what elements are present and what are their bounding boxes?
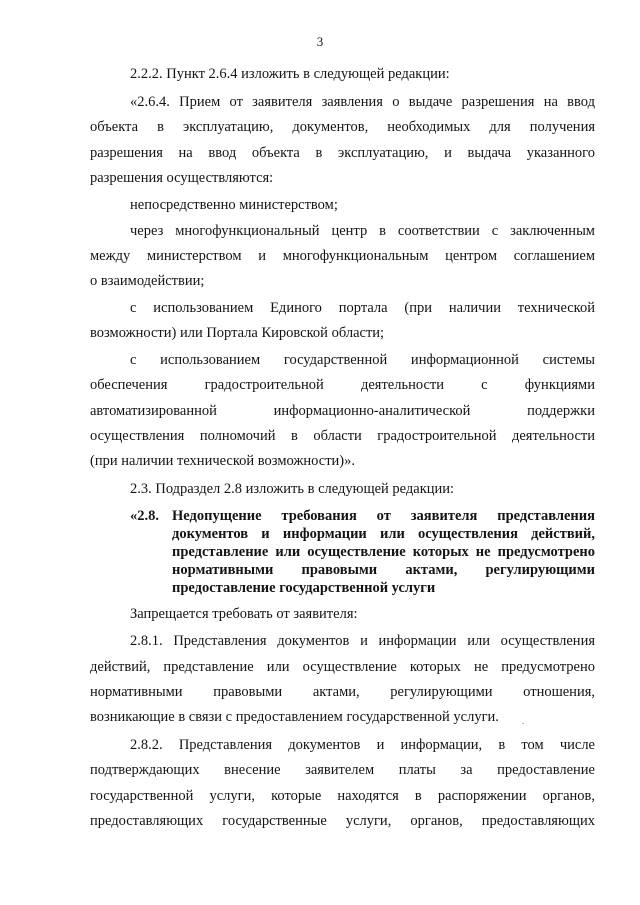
section-heading-line: нормативными правовыми актами, регулирующими (172, 562, 595, 578)
paragraph-2-8-1-line: нормативными правовыми актами, регулирующими отношения, (90, 684, 595, 700)
list-item-mfc-line: между министерством и многофункциональным центром соглашением (90, 248, 595, 264)
paragraph-2-6-4-line: «2.6.4. Прием от заявителя заявления о выдаче разрешения на ввод (130, 94, 595, 110)
paragraph-2-6-4-line: разрешения осуществляются: (90, 170, 274, 186)
section-heading-line: документов и информации или осуществления действий, (172, 526, 595, 542)
paragraph-2-8-2-line: государственной услуги, которые находятся в распоряжении органов, (90, 788, 595, 804)
paragraph-2-8-2-line: предоставляющих государственные услуги, органов, предоставляющих (90, 813, 595, 829)
paragraph-2-6-4-line: объекта в эксплуатацию, документов, необходимых для получения (90, 119, 595, 135)
paragraph-2-2-2-line: 2.2.2. Пункт 2.6.4 изложить в следующей редакции: (130, 66, 450, 82)
list-item-gis-line: автоматизированной информационно-аналитической поддержки (90, 403, 595, 419)
section-heading-line: представление или осуществление которых не предусмотрено (172, 544, 595, 560)
list-item-gis-line: с использованием государственной информационной системы (130, 352, 595, 368)
paragraph-2-8-1-line: 2.8.1. Представления документов и информации или осуществления (130, 633, 595, 649)
list-item-mfc-line: о взаимодействии; (90, 273, 205, 289)
page-number: 3 (316, 34, 324, 49)
scan-dot: . (522, 716, 525, 726)
list-item-ministry: непосредственно министерством; (130, 197, 338, 213)
paragraph-2-8-1-line: действий, представление или осуществление которых не предусмотрено (90, 659, 595, 675)
paragraph-2-6-4-line: разрешения на ввод объекта в эксплуатацию, и выдача указанного (90, 145, 595, 161)
section-heading-line: предоставление государственной услуги (172, 580, 436, 596)
list-item-gis-line: обеспечения градостроительной деятельности с функциями (90, 377, 595, 393)
list-item-gis-line: осуществления полномочий в области градостроительной деятельности (90, 428, 595, 444)
paragraph-2-8-1-line: возникающие в связи с предоставлением государственной услуги. (90, 709, 499, 725)
list-item-portal-line: с использованием Единого портала (при наличии технической (130, 300, 595, 316)
paragraph-2-8-2-line: подтверждающих внесение заявителем платы за предоставление (90, 762, 595, 778)
section-heading-line: Недопущение требования от заявителя представления (172, 508, 595, 524)
section-number-2-8: «2.8. (130, 508, 159, 524)
list-item-gis-line: (при наличии технической возможности)». (90, 453, 356, 469)
paragraph-2-3-line: 2.3. Подраздел 2.8 изложить в следующей редакции: (130, 481, 455, 497)
list-item-mfc-line: через многофункциональный центр в соответствии с заключенным (130, 223, 595, 239)
list-item-portal-line: возможности) или Портала Кировской области; (90, 325, 385, 341)
paragraph-prohibited-line: Запрещается требовать от заявителя: (130, 606, 358, 622)
paragraph-2-8-2-line: 2.8.2. Представления документов и информации, в том числе (130, 737, 595, 753)
